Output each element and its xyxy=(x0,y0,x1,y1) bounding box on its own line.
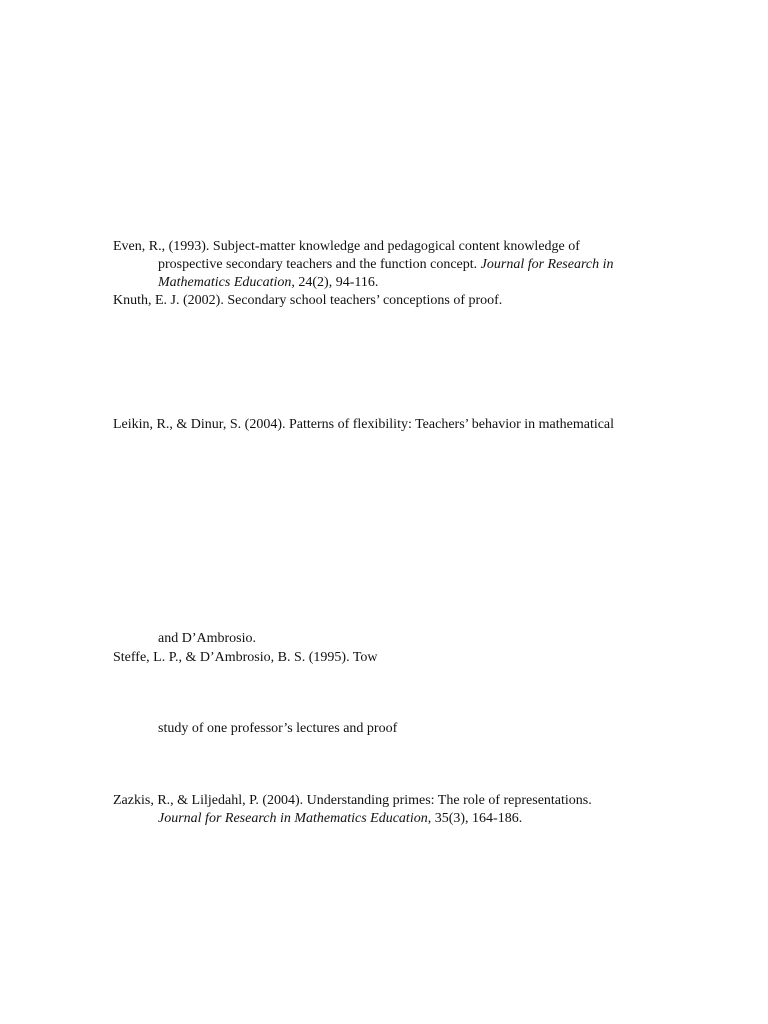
journal-title: Mathematics Education xyxy=(158,275,292,290)
reference-zazkis-line-2 xyxy=(158,810,522,828)
reference-text: , 35(3), 164-186. xyxy=(427,811,523,826)
reference-text: Even, R., (1993). Subject-matter knowledge and pedagogical content knowledge of xyxy=(113,239,580,254)
reference-knuth-line-1 xyxy=(113,292,502,310)
reference-even-line-2 xyxy=(158,256,614,274)
reference-leikin-line-1 xyxy=(113,416,614,434)
reference-text: Leikin, R., & Dinur, S. (2004). Patterns of flexibility: Teachers’ behavior in mathematical xyxy=(113,417,615,432)
reference-fragment-study xyxy=(158,720,397,738)
reference-even-line-3 xyxy=(158,274,378,292)
journal-title: Journal for Research in Mathematics Education xyxy=(158,811,428,826)
reference-even-line-1 xyxy=(113,238,580,256)
reference-text: Knuth, E. J. (2002). Secondary school teachers’ conceptions of proof. xyxy=(113,293,503,308)
reference-text: Zazkis, R., & Liljedahl, P. (2004). Understanding primes: The role of representations. xyxy=(113,793,592,808)
reference-text: prospective secondary teachers and the function concept. xyxy=(158,257,481,272)
reference-text: and D’Ambrosio. xyxy=(158,631,256,646)
journal-title: Journal for Research in xyxy=(480,257,614,272)
reference-fragment-dambrosio xyxy=(158,630,256,648)
reference-text: Steffe, L. P., & D’Ambrosio, B. S. (1995). Tow xyxy=(113,650,378,665)
reference-text: , 24(2), 94-116. xyxy=(291,275,379,290)
reference-zazkis-line-1 xyxy=(113,792,592,810)
reference-steffe-line-1 xyxy=(113,649,378,667)
reference-text: study of one professor’s lectures and proof xyxy=(158,721,398,736)
